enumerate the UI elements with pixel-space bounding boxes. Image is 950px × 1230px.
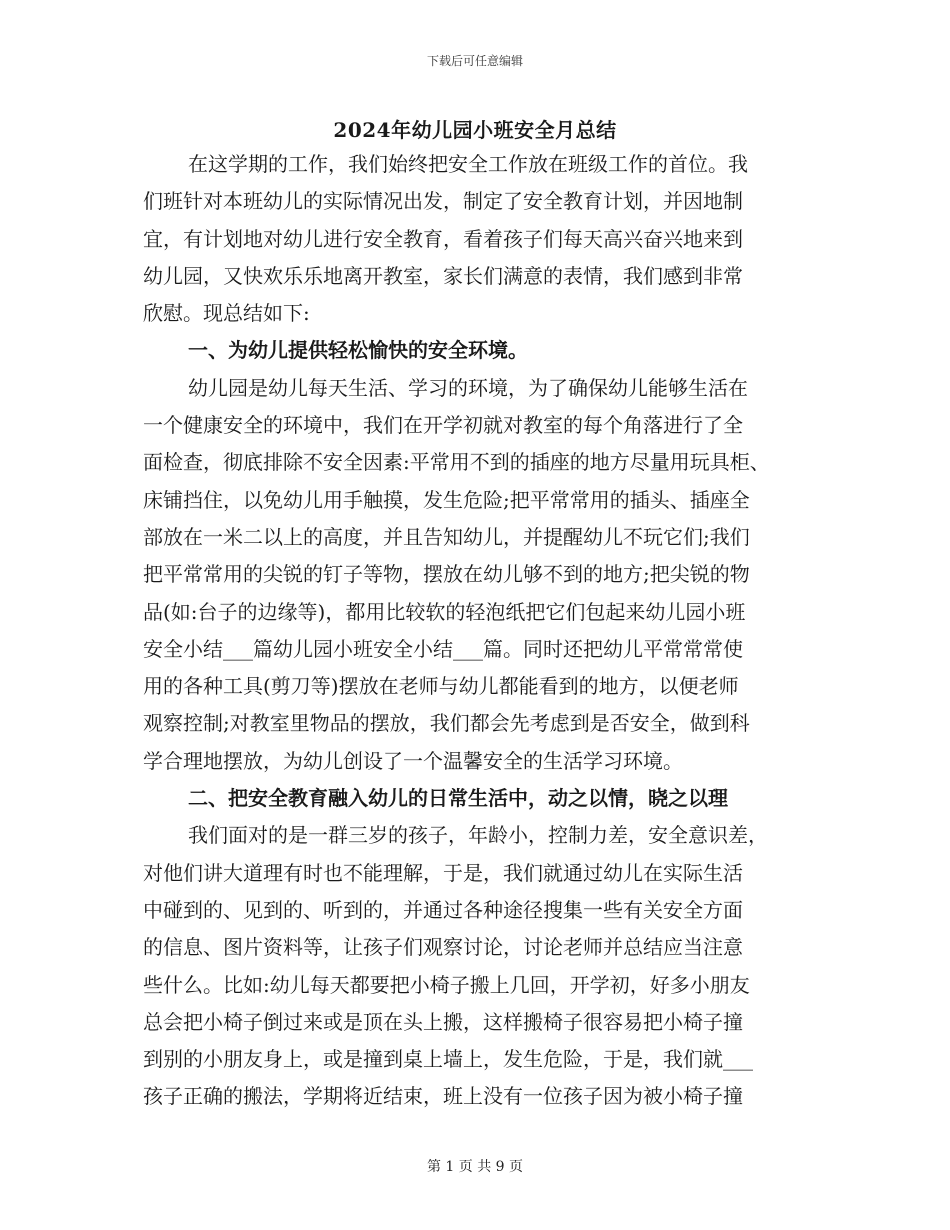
text-line: 的信息、图片资料等，让孩子们观察讨论，讨论老师并总结应当注意 [143,935,743,960]
text-line: 到别的小朋友身上，或是撞到桌上墙上，发生危险，于是，我们就___ [143,1047,753,1072]
page-header: 下载后可任意编辑 [426,54,523,68]
document-body [143,146,813,1116]
text-line: 幼儿园是幼儿每天生活、学习的环境，为了确保幼儿能够生活在 [188,375,748,400]
text-line: 床铺挡住，以免幼儿用手触摸，发生危险;把平常常用的插头、插座全 [143,487,750,512]
text-line: 一个健康安全的环境中，我们在开学初就对教室的每个角落进行了全 [143,413,743,438]
text-line: 用的各种工具(剪刀等)摆放在老师与幼儿都能看到的地方，以便老师 [143,674,739,699]
text-line: 孩子正确的搬法，学期将近结束，班上没有一位孩子因为被小椅子撞 [143,1084,743,1109]
document-title: 2024年幼儿园小班安全月总结 [333,118,617,142]
text-line: 面检查，彻底排除不安全因素:平常用不到的插座的地方尽量用玩具柜、 [143,450,770,475]
page-footer: 第 1 页 共 9 页 [426,1159,524,1175]
text-line: 部放在一米二以上的高度，并且告知幼儿，并提醒幼儿不玩它们;我们 [143,524,750,549]
text-line: 在这学期的工作，我们始终把安全工作放在班级工作的首位。我 [188,152,748,176]
text-line: 品(如:台子的边缘等)，都用比较软的轻泡纸把它们包起来幼儿园小班 [143,599,746,624]
text-line: 观察控制;对教室里物品的摆放，我们都会先考虑到是否安全，做到科 [143,711,750,736]
text-line: 我们面对的是一群三岁的孩子，年龄小，控制力差，安全意识差， [188,823,768,848]
text-line: 安全小结___篇幼儿园小班安全小结___篇。同时还把幼儿平常常常使 [143,636,743,661]
text-line: 们班针对本班幼儿的实际情况出发，制定了安全教育计划，并因地制 [143,189,743,214]
text-line: 些什么。比如:幼儿每天都要把小椅子搬上几回，开学初，好多小朋友 [143,972,750,997]
text-line: 宜，有计划地对幼儿进行安全教育，看着孩子们每天高兴奋兴地来到 [143,226,743,251]
text-line: 总会把小椅子倒过来或是顶在头上搬，这样搬椅子很容易把小椅子撞 [143,1009,743,1034]
text-line: 把平常常用的尖锐的钉子等物，摆放在幼儿够不到的地方;把尖锐的物 [143,562,750,587]
section-heading: 一、为幼儿提供轻松愉快的安全环境。 [188,338,528,363]
text-line: 幼儿园，又快欢乐乐地离开教室，家长们满意的表情，我们感到非常 [143,263,743,288]
text-line: 对他们讲大道理有时也不能理解，于是，我们就通过幼儿在实际生活 [143,860,743,885]
text-line: 学合理地摆放，为幼儿创设了一个温馨安全的生活学习环境。 [143,748,683,773]
section-heading: 二、把安全教育融入幼儿的日常生活中，动之以情，晓之以理 [188,786,728,811]
text-line: 中碰到的、见到的、听到的，并通过各种途径搜集一些有关安全方面 [143,897,743,922]
text-line: 欣慰。现总结如下: [143,301,310,326]
